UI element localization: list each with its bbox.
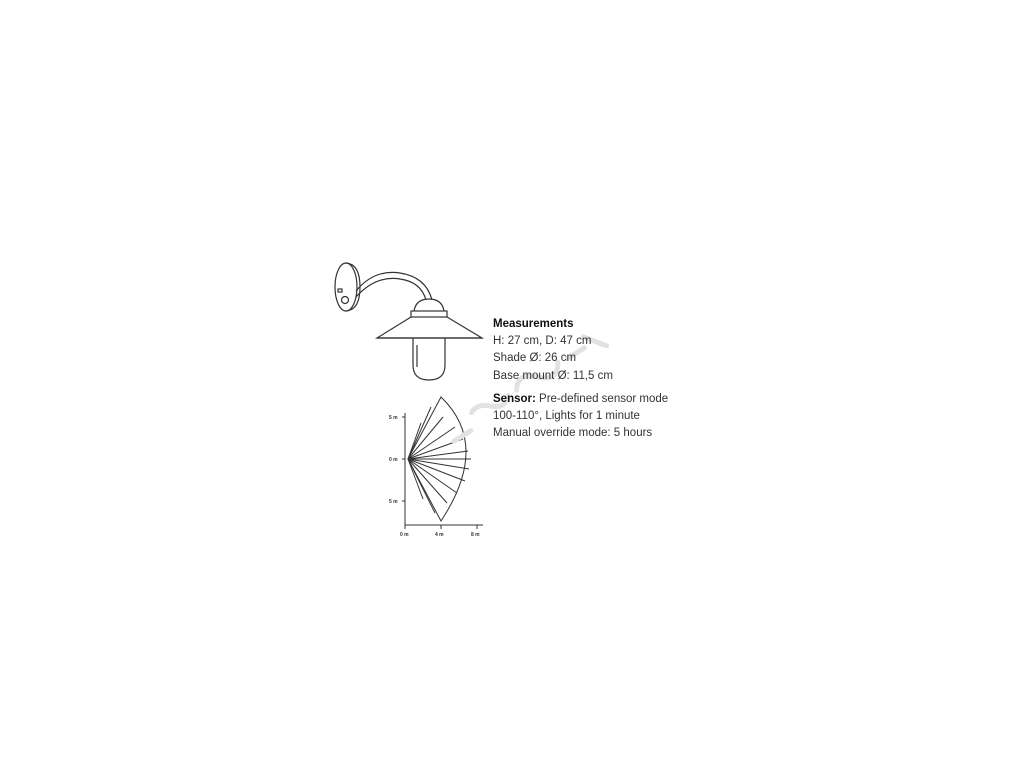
sensor-angle: 100-110°, Lights for 1 minute: [493, 410, 640, 423]
x-tick-4: 4 m: [435, 532, 444, 538]
y-tick-top: 5 m: [389, 415, 398, 421]
measurement-base-mount: Base mount Ø: 11,5 cm: [493, 369, 613, 382]
spec-text: [493, 316, 733, 442]
y-tick-middle: 0 m: [389, 457, 398, 463]
wall-lamp-drawing: [300, 255, 490, 385]
sensor-icon: [342, 297, 349, 304]
lamp-shade: [377, 317, 482, 338]
sensor-mode: Pre-defined sensor mode: [539, 392, 669, 405]
sensor-label: Sensor:: [493, 392, 536, 405]
measurements-heading: Measurements: [493, 318, 574, 330]
detection-rays: [408, 407, 471, 513]
x-tick-8: 8 m: [471, 532, 480, 538]
lamp-glass: [413, 338, 445, 380]
sensor-override: Manual override mode: 5 hours: [493, 427, 653, 440]
measurement-dimensions: H: 27 cm, D: 47 cm: [493, 335, 592, 348]
measurement-shade: Shade Ø: 26 cm: [493, 352, 577, 365]
y-tick-bottom: 5 m: [389, 499, 398, 505]
sensor-line: [493, 391, 733, 408]
sensor-range-diagram: [383, 395, 493, 545]
x-tick-0: 0 m: [400, 532, 409, 538]
